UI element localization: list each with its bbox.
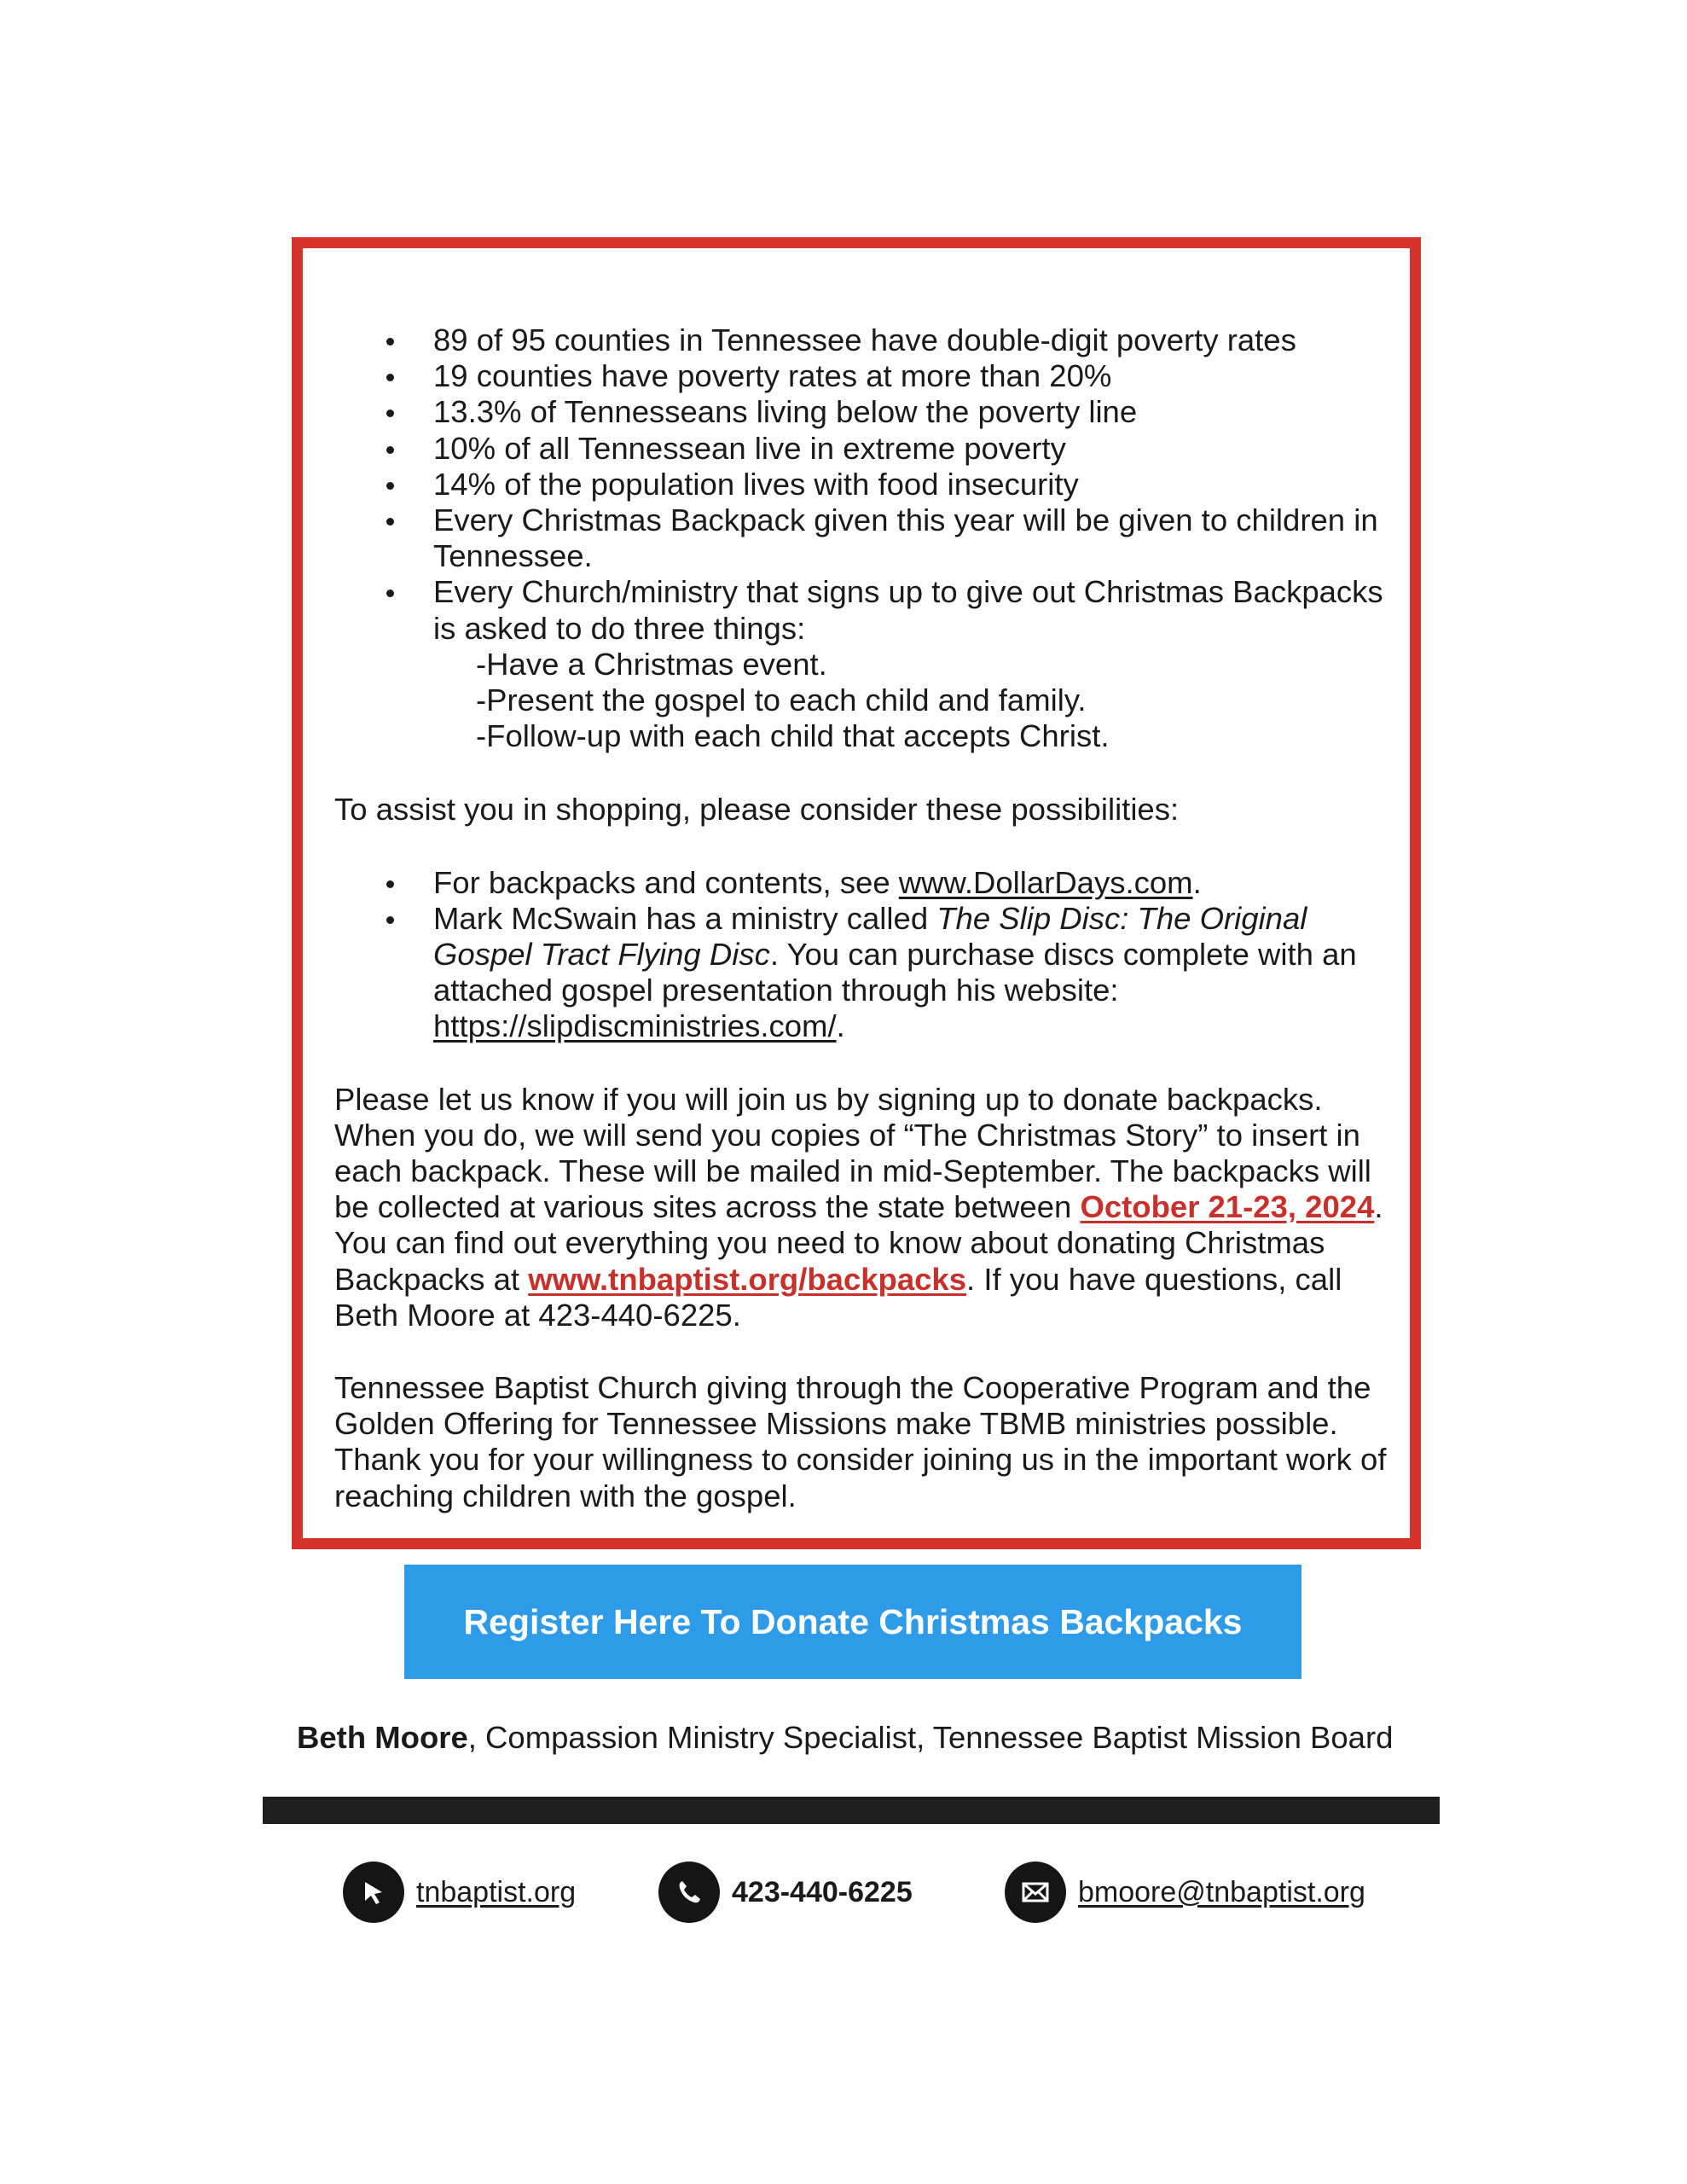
list-item: 89 of 95 counties in Tennessee have double-digit poverty rates <box>334 322 1392 358</box>
website-link[interactable]: tnbaptist.org <box>416 1875 577 1908</box>
backpacks-link[interactable]: www.tnbaptist.org/backpacks <box>528 1261 967 1297</box>
phone-icon <box>658 1862 720 1923</box>
collection-date: October 21-23, 2024 <box>1080 1189 1375 1225</box>
contact-website[interactable] <box>343 1860 576 1925</box>
cursor-icon <box>343 1862 404 1923</box>
list-item: 19 counties have poverty rates at more than 20% <box>334 358 1392 394</box>
list-item: For backpacks and contents, see www.DollarDays.com. <box>334 865 1392 901</box>
slip-disc-title: The Slip Disc: The Original Gospel Tract Flying Disc <box>433 900 1307 973</box>
church-requirements-intro: Every Church/ministry that signs up to give out Christmas Backpacks is asked to do three things: <box>433 574 1383 646</box>
shopping-intro: To assist you in shopping, please consider these possibilities: <box>334 792 1180 828</box>
shopping-list <box>334 865 1392 1045</box>
signature-title: , Compassion Ministry Specialist, Tennessee Baptist Mission Board <box>467 1720 1394 1755</box>
requirement-step: -Follow-up with each child that accepts Christ. <box>476 718 1110 754</box>
signature-name: Beth Moore <box>297 1720 468 1755</box>
church-requirements-item <box>334 574 1392 754</box>
list-item: Mark McSwain has a ministry called The Slip Disc: The Original Gospel Tract Flying Disc. You can purchase discs complete with an attached gospel presentation through his website: https://slipdiscministries.com/. <box>334 901 1392 1045</box>
requirement-step: -Present the gospel to each child and family. <box>476 682 1087 718</box>
signup-paragraph: Please let us know if you will join us by signing up to donate backpacks. When you do, we will send you copies of “The Christmas Story” to insert in each backpack. These will be mailed in mid-September. The backpacks will be collected at various sites across the state between October 21-23, 2024. You can find out everything you need to know about donating Christmas Backpacks at www.tnbaptist.org/backpacks. If you have questions, call Beth Moore at 423-440-6225. <box>334 1081 1383 1333</box>
list-item: 10% of all Tennessean live in extreme poverty <box>334 431 1392 467</box>
envelope-icon <box>1005 1862 1066 1923</box>
requirement-step: -Have a Christmas event. <box>476 646 827 682</box>
contact-email[interactable] <box>1005 1860 1365 1925</box>
register-button[interactable]: Register Here To Donate Christmas Backpacks <box>404 1565 1301 1679</box>
flyer-body <box>334 322 1392 1514</box>
email-link[interactable]: bmoore@tnbaptist.org <box>1078 1875 1365 1908</box>
list-item: 14% of the population lives with food insecurity <box>334 467 1392 502</box>
poverty-stats-list <box>334 322 1392 754</box>
list-item: 13.3% of Tennesseans living below the poverty line <box>334 394 1392 430</box>
closing-paragraph: Tennessee Baptist Church giving through the Cooperative Program and the Golden Offering for Tennessee Missions make TBMB ministries possible. Thank you for your willingness to consider joining us in the important work of reaching children with the gospel. <box>334 1370 1387 1513</box>
slipdisc-link[interactable]: https://slipdiscministries.com/ <box>433 1008 837 1044</box>
list-item: Every Christmas Backpack given this year will be given to children in Tennessee. <box>334 502 1392 574</box>
contact-phone[interactable] <box>658 1860 913 1925</box>
dollardays-link[interactable]: www.DollarDays.com <box>898 864 1193 900</box>
phone-number: 423-440-6225 <box>732 1875 913 1908</box>
signature-line <box>297 1720 1393 1756</box>
footer-divider-bar <box>263 1797 1440 1824</box>
